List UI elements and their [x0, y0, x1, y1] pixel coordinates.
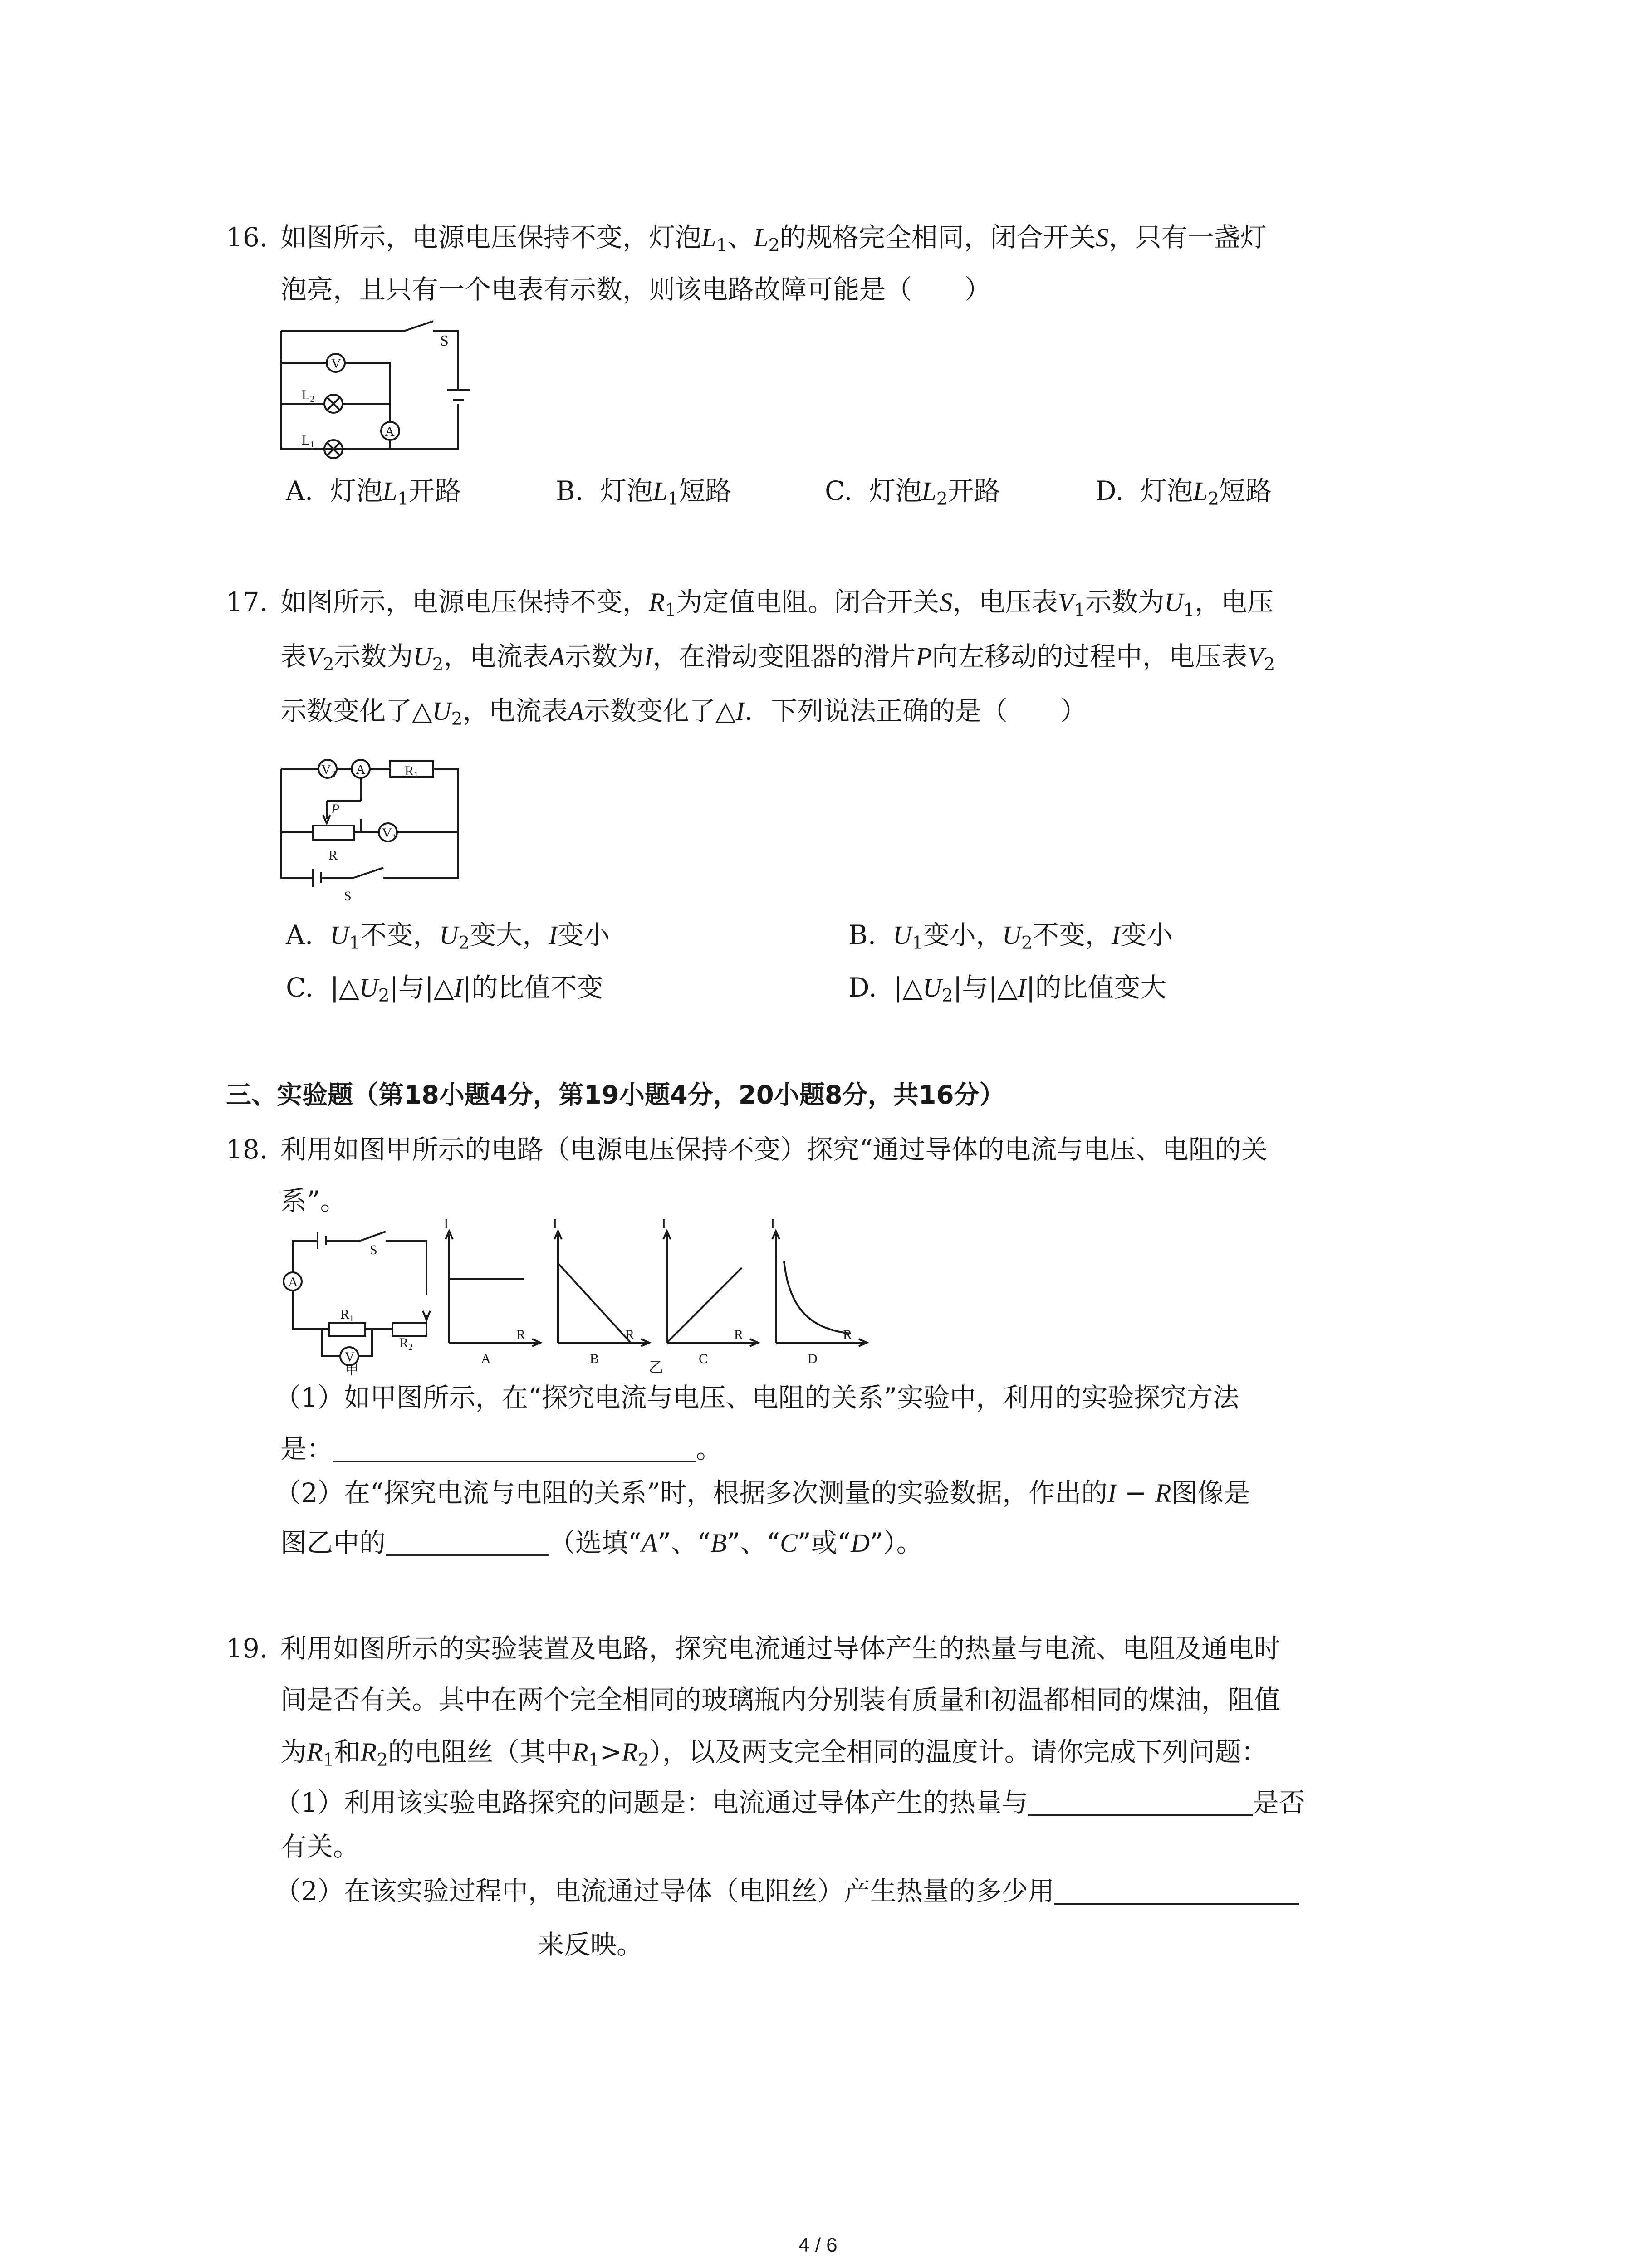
q16-line-2: 泡亮，且只有一个电表有示数，则该电路故障可能是（ ）: [280, 274, 991, 305]
q18-graph-c-y-label: I: [661, 1215, 666, 1232]
q19-sub2-line-1: （2）在该实验过程中，电流通过导体（电阻丝）产生热量的多少用: [274, 1878, 1299, 1905]
q18-graph-c-x-label: R: [734, 1327, 744, 1342]
q16-option-a[interactable]: A. 灯泡$L_1$开路: [286, 475, 461, 510]
q19-sub2-answer-blank[interactable]: [1054, 1879, 1299, 1905]
q18-label-a: A: [288, 1275, 298, 1290]
q17-label-r1: $R_1$: [405, 763, 419, 780]
q18-sub2-answer-blank[interactable]: [386, 1531, 549, 1556]
q19-line-3: 为$R_1$和$R_2$的电阻丝（其中$R_1>R_2$），以及两支完全相同的温度计。请你完成下列问题：: [280, 1736, 1268, 1771]
q17-option-b[interactable]: B. $U_1$变小，$U_2$不变，I变小: [848, 919, 1173, 954]
q17-line-2: 表$V_2$示数为$U_2$，电流表A示数为I，在滑动变阻器的滑片P向左移动的过程中，电压表$V_2$: [280, 641, 1275, 675]
q17-label-a: A: [356, 762, 366, 777]
q18-graphs-yi: [436, 1215, 889, 1375]
q18-graph-b-caption: B: [590, 1351, 599, 1366]
q18-sub1-line-2: 是： 。: [280, 1433, 723, 1464]
q16-label-a: A: [385, 424, 395, 439]
q19-sub1-line-1: （1）利用该实验电路探究的问题是：电流通过导体产生的热量与 是否: [274, 1787, 1305, 1818]
q18-label-r2: $R_2$: [399, 1335, 413, 1352]
q18-graph-b-x-label: R: [625, 1327, 635, 1342]
q18-sub1-line-1: （1）如甲图所示，在“探究电流与电压、电阻的关系”实验中，利用的实验探究方法: [274, 1382, 1239, 1413]
q16-line-1: 如图所示，电源电压保持不变，灯泡$L_1$、$L_2$的规格完全相同，闭合开关S，只有一盏灯: [280, 222, 1267, 256]
q17-number: 17.: [226, 587, 268, 617]
q18-graph-a-y-label: I: [444, 1215, 449, 1232]
q18-line-2: 系”。: [280, 1185, 347, 1216]
q18-graph-a-caption: A: [481, 1351, 491, 1366]
q18-label-v: V: [345, 1349, 355, 1364]
q17-label-v2: $V_2$: [321, 762, 336, 779]
q19-sub1-line-2: 有关。: [280, 1831, 360, 1862]
q19-line-2: 间是否有关。其中在两个完全相同的玻璃瓶内分别装有质量和初温都相同的煤油，阻值: [280, 1684, 1281, 1715]
q16-option-d[interactable]: D. 灯泡$L_2$短路: [1095, 475, 1272, 510]
q17-label-p: P: [331, 802, 340, 816]
q18-label-s: S: [370, 1242, 377, 1257]
q17-line-3: 示数变化了$\triangle U_2$，电流表A示数变化了△I．下列说法正确的是（ ）: [280, 695, 1087, 730]
q18-label-r1: $R_1$: [340, 1307, 354, 1324]
q18-graph-d-x-label: R: [843, 1327, 852, 1342]
q18-label-jia: 甲: [345, 1363, 358, 1378]
q16-option-b[interactable]: B. 灯泡$L_1$短路: [556, 475, 732, 510]
q18-graph-d-caption: D: [808, 1351, 818, 1366]
q17-label-v1: $V_1$: [382, 826, 397, 842]
q16-option-c[interactable]: C. 灯泡$L_2$开路: [825, 475, 1001, 510]
q18-number: 18.: [226, 1134, 268, 1165]
q19-number: 19.: [226, 1633, 268, 1664]
section-3-heading: 三、实验题（第18小题4分，第19小题4分，20小题8分，共16分）: [226, 1080, 1005, 1110]
q18-graph-c-caption: C: [699, 1351, 708, 1366]
q17-label-r: R: [328, 848, 338, 863]
q16-label-l2: $L_2$: [302, 387, 315, 404]
q16-number: 16.: [226, 222, 268, 253]
q18-line-1: 利用如图甲所示的电路（电源电压保持不变）探究“通过导体的电流与电压、电阻的关: [280, 1134, 1268, 1165]
page-number: 4 / 6: [798, 2234, 838, 2256]
q18-sub1-answer-blank[interactable]: [333, 1437, 696, 1462]
q18-graph-b-y-label: I: [553, 1215, 558, 1232]
q17-label-s: S: [344, 889, 352, 904]
q18-graph-a-x-label: R: [516, 1327, 526, 1342]
q17-option-d[interactable]: D. $|\triangle U_2|$与|△I|的比值变大: [848, 972, 1167, 1007]
q19-line-1: 利用如图所示的实验装置及电路，探究电流通过导体产生的热量与电流、电阻及通电时: [280, 1633, 1281, 1664]
q19-sub2-line-2: 来反映。: [538, 1929, 643, 1960]
q17-option-c[interactable]: C. $|\triangle U_2|$与|△I|的比值不变: [286, 972, 603, 1007]
q17-circuit-diagram: [272, 755, 467, 909]
q18-sub2-line-2: 图乙中的 （选填“A”、“B”、“C”或“D”）。: [280, 1527, 923, 1558]
q18-circuit-jia: [277, 1227, 440, 1377]
q16-label-s: S: [440, 332, 449, 349]
q16-label-v: V: [331, 356, 341, 371]
q18-sub2-line-1: （2）在“探究电流与电阻的关系”时，根据多次测量的实验数据，作出的I − R图像是: [274, 1477, 1250, 1508]
q17-line-1: 如图所示，电源电压保持不变，$R_1$为定值电阻。闭合开关S，电压表$V_1$示数为$U_1$，电压: [280, 587, 1274, 621]
q19-sub1-answer-blank[interactable]: [1028, 1791, 1253, 1816]
q16-circuit-diagram: [277, 318, 467, 463]
q16-label-l1: $L_1$: [302, 433, 315, 450]
q18-graph-d-y-label: I: [770, 1215, 775, 1232]
q17-option-a[interactable]: A. $U_1$不变，$U_2$变大，I变小: [286, 919, 610, 954]
q18-label-yi: 乙: [649, 1359, 664, 1375]
